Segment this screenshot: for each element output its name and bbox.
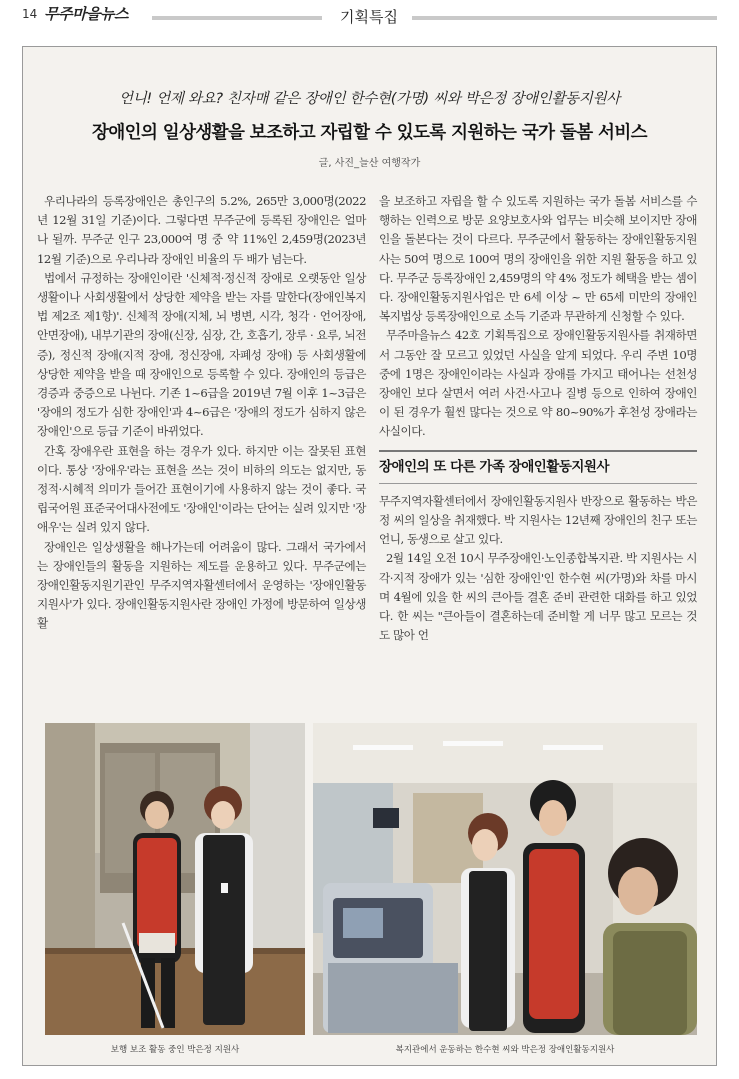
paragraph: 장애인은 일상생활을 해나가는데 어려움이 많다. 그래서 국가에서는 장애인들의 활동을 지원하는 제도를 운용하고 있다. 무주군에는 장애인활동지원기관인 무주지역자활센터에서 운영하는 '장애인활동지원사'가 있다. 장애인활동지원사란 장애인 가정에 방문하여 일상생활 bbox=[37, 539, 366, 631]
right-column bbox=[379, 192, 697, 645]
photo-exercise-image bbox=[313, 723, 697, 1035]
photo-walking-assist bbox=[45, 723, 305, 1035]
subhead-box bbox=[379, 450, 697, 484]
header-rule bbox=[152, 16, 322, 20]
page-number: 14 bbox=[22, 7, 38, 21]
paragraph: 법에서 규정하는 장애인이란 '신체적·정신적 장애로 오랫동안 일상생활이나 사회생활에서 상당한 제약을 받는 자를 말한다(장애인복지법 제2조 제1항)'. 신체적 장애(지체, 뇌 병변, 시각, 청각 · 언어장애, 안면장애), 내부기관의 장애(신장, 심장, 간, 호흡기, 장루 · 요루, 뇌전증), 정신적 장애(지적 장애, 정신장애, 자폐성 장애) 등 사회생활에 상당한 제약을 받을 때 장애인으로 등록할 수 있다. 장애인의 등급은 경증과 중증으로 나뉜다. 기존 1~6급을 2019년 7월 이후 1~3급은 '장애의 정도가 심한 장애인'과 4~6급은 '장애의 정도가 심하지 않은 장애인'으로 등급 기준이 바뀌었다. bbox=[37, 270, 366, 439]
section-subhead: 장애인의 또 다른 가족 장애인활동지원사 bbox=[379, 458, 609, 475]
article-subtitle: 언니! 언제 와요? 친자매 같은 장애인 한수현(가명) 씨와 박은정 장애인활동지원사 bbox=[118, 91, 621, 107]
paragraph: 무주마을뉴스 42호 기획특집으로 장애인활동지원사를 취재하면서 그동안 잘 모르고 있었던 사실을 알게 되었다. 우리 주변 10명 중에 1명은 장애인이라는 사실과 장애를 가지고 태어나는 선천성 장애인 보다 살면서 여러 사건·사고나 질병 등으로 인하여 장애인이 된 경우가 훨씬 많다는 것으로 약 80~90%가 후천성 장애라는 사실이다. bbox=[379, 328, 697, 439]
photo-caption: 복지관에서 운동하는 한수현 씨와 박은정 장애인활동지원사 bbox=[395, 1045, 615, 1055]
header-rule-right bbox=[412, 16, 717, 20]
paragraph: 2월 14일 오전 10시 무주장애인·노인종합복지관. 박 지원사는 시각·지적 장애가 있는 '심한 장애인'인 한수현 씨(가명)와 차를 마시며 4월에 있을 한 씨의 큰아들 결혼 준비 관련한 대화를 하고 있었다. 한 씨는 "큰아들이 결혼하는데 준비할 게 너무 많고 모르는 것도 많아 언 bbox=[379, 551, 697, 643]
article-frame bbox=[22, 46, 717, 1066]
masthead-logo: 무주마을뉴스 bbox=[44, 5, 128, 23]
article-byline: 글, 사진_늘산 여행작가 bbox=[318, 158, 421, 169]
paragraph: 무주지역자활센터에서 장애인활동지원사 반장으로 활동하는 박은정 씨의 일상을 취재했다. 박 지원사는 12년째 장애인의 친구 또는 언니, 동생으로 살고 있다. bbox=[379, 493, 697, 547]
photo-caption: 보행 보조 활동 중인 박은정 지원사 bbox=[110, 1045, 240, 1055]
left-column bbox=[37, 192, 366, 634]
section-title: 기획특집 bbox=[340, 8, 398, 26]
photo-exercise bbox=[313, 723, 697, 1035]
paragraph: 우리나라의 등록장애인은 총인구의 5.2%, 265만 3,000명(2022년 12월 31일 기준)이다. 그렇다면 무주군에 등록된 장애인은 얼마나 될까. 무주군 인구 23,000여 명 중 약 11%인 2,459명(2023년 12월 기준)으로 우리나라 장애인 비율의 두 배가 넘는다. bbox=[37, 194, 366, 266]
photo-walking-assist-image bbox=[45, 723, 305, 1035]
page-header bbox=[0, 0, 739, 34]
paragraph: 간혹 장애우란 표현을 하는 경우가 있다. 하지만 이는 잘못된 표현이다. 통상 '장애우'라는 표현을 쓰는 것이 비하의 의도는 없지만, 동정적·시혜적 의미가 들어간 표현이기에 사용하지 않는 것이 좋다. 국립국어원 표준국어대사전에도 '장애인'이라는 단어는 실려 있지만 '장애우'는 실려 있지 않다. bbox=[37, 443, 366, 535]
article-headline: 장애인의 일상생활을 보조하고 자립할 수 있도록 지원하는 국가 돌봄 서비스 bbox=[92, 123, 647, 143]
paragraph: 을 보조하고 자립을 할 수 있도록 지원하는 국가 돌봄 서비스를 수행하는 인력으로 방문 요양보호사와 업무는 비슷해 보이지만 장애인을 돌본다는 것이 다르다. 무주군에서 활동하는 장애인활동지원사는 50여 명으로 100여 명의 장애인을 위한 지원 활동을 하고 있다. 무주군 등록장애인 2,459명의 약 4% 정도가 혜택을 받는 셈이다. 장애인활동지원사업은 만 6세 이상 ~ 만 65세 미만의 장애인복지법상 등록장애인으로 소득 기준과 무관하게 신청할 수 있다. bbox=[379, 194, 697, 324]
